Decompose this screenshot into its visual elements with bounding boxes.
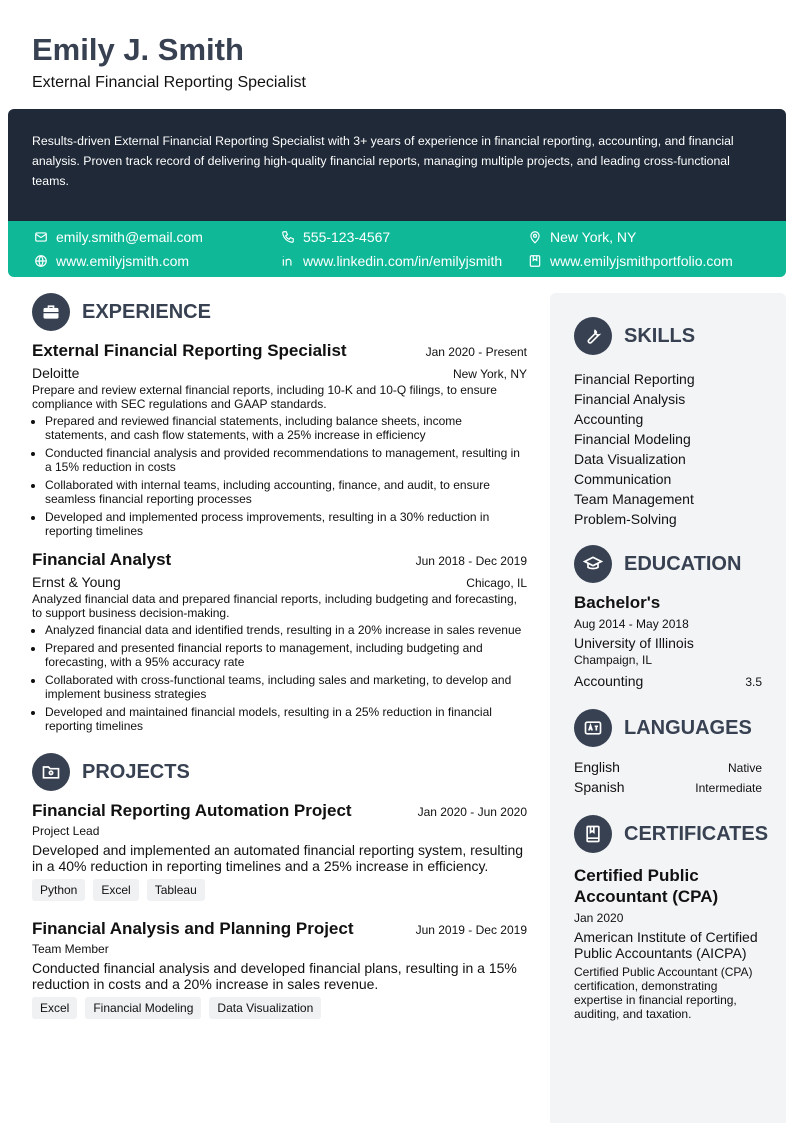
- project-title: Financial Reporting Automation Project: [32, 801, 352, 820]
- graduation-cap-icon: [583, 554, 603, 574]
- skill-item: Financial Analysis: [574, 391, 686, 407]
- certificates-section-header: [574, 815, 769, 853]
- resume-header: [32, 30, 306, 92]
- skills-heading: SKILLS: [624, 324, 696, 347]
- job-bullet: • Developed and maintained financial models, resulting in a 25% reduction in financial reporting timelines: [45, 705, 527, 733]
- phone-icon: [281, 230, 295, 244]
- certificate-issuer: American Institute of Certified Public Accountants (AICPA): [574, 929, 758, 961]
- contact-linkedin[interactable]: [281, 253, 502, 269]
- education-section-header: [574, 545, 762, 583]
- skills-section-header: [574, 317, 762, 355]
- translate-icon: [583, 718, 603, 738]
- wrench-icon-badge: [574, 317, 612, 355]
- skill-item: Financial Modeling: [574, 431, 691, 447]
- folder-icon: [41, 762, 61, 782]
- language-name: English: [574, 759, 620, 775]
- project-entry: [32, 919, 527, 1019]
- summary-text: Results-driven External Financial Reporting Specialist with 3+ years of experience in financial reporting, accounting, and financial analysis. Proven track record of delivering high-quality financial reports, managing multiple projects, and leading cross-functional teams.: [32, 134, 734, 188]
- contact-phone-text: 555-123-4567: [303, 229, 391, 245]
- experience-section-header: [32, 293, 527, 331]
- skills-list: [574, 369, 762, 529]
- folder-icon-badge: [32, 753, 70, 791]
- job-bullet: • Collaborated with cross-functional teams, including sales and marketing, to develop and implement business strategies: [45, 673, 527, 701]
- sidebar: [550, 293, 786, 1123]
- job-date: Jun 2018 - Dec 2019: [415, 554, 527, 568]
- skill-item: Problem-Solving: [574, 511, 677, 527]
- project-description: Conducted financial analysis and developed financial plans, resulting in a 15% reduction in costs and a 20% increase in sales revenue.: [32, 960, 517, 992]
- languages-heading: LANGUAGES: [624, 716, 752, 739]
- job-company: Deloitte: [32, 365, 80, 381]
- experience-heading: EXPERIENCE: [82, 300, 211, 323]
- mail-icon: [34, 230, 48, 244]
- education-gpa: 3.5: [745, 675, 762, 689]
- main-column: [32, 293, 527, 1019]
- contact-bar: [8, 221, 786, 277]
- job-title: Financial Analyst: [32, 550, 172, 569]
- contact-linkedin-text: www.linkedin.com/in/emilyjsmith: [303, 253, 503, 269]
- skill-tag: Tableau: [147, 879, 205, 901]
- languages-list: [574, 757, 762, 797]
- job-bullet: • Prepared and reviewed financial statements, including balance sheets, income statements, and cash flow statements, with a 25% increase in efficiency: [45, 414, 527, 442]
- map-pin-icon: [528, 230, 542, 244]
- contact-email[interactable]: [34, 229, 203, 245]
- contact-email-text: emily.smith@email.com: [56, 229, 203, 245]
- skill-item: Data Visualization: [574, 451, 686, 467]
- contact-location: [528, 229, 636, 245]
- language-name: Spanish: [574, 779, 625, 795]
- job-bullet: • Prepared and presented financial reports to management, including budgeting and forecasting, with a 95% accuracy rate: [45, 641, 527, 669]
- education-date: Aug 2014 - May 2018: [574, 617, 689, 631]
- language-level: Native: [727, 761, 762, 775]
- contact-website[interactable]: [34, 253, 189, 269]
- certificate-entry: [574, 865, 762, 1021]
- job-location: Chicago, IL: [466, 576, 527, 590]
- briefcase-icon-badge: [32, 293, 70, 331]
- language-item: [574, 777, 762, 797]
- skill-item: Team Management: [574, 491, 694, 507]
- education-field: Accounting: [574, 673, 644, 689]
- candidate-name: Emily J. Smith: [32, 32, 244, 67]
- education-degree: Bachelor's: [574, 593, 661, 612]
- education-entry: [574, 593, 762, 691]
- projects-section-header: [32, 753, 527, 791]
- language-level: Intermediate: [695, 781, 762, 795]
- skill-tag: Python: [32, 879, 85, 901]
- project-tags: [32, 879, 527, 901]
- graduation-cap-icon-badge: [574, 545, 612, 583]
- job-description: Analyzed financial data and prepared financial reports, including budgeting and forecasting, to support business decision-making.: [32, 592, 517, 620]
- contact-phone[interactable]: [281, 229, 390, 245]
- project-description: Developed and implemented an automated financial reporting system, resulting in a 40% reduction in reporting timelines and a 25% increase in efficiency.: [32, 842, 524, 874]
- education-school: University of Illinois: [574, 635, 694, 651]
- job-description: Prepare and review external financial reports, including 10-K and 10-Q filings, to ensure compliance with SEC regulations and GAAP standards.: [32, 383, 497, 411]
- skill-item: Financial Reporting: [574, 371, 695, 387]
- job-title: External Financial Reporting Specialist: [32, 341, 347, 360]
- project-role: Project Lead: [32, 824, 100, 838]
- job-bullet: • Analyzed financial data and identified trends, resulting in a 20% increase in sales revenue: [45, 623, 527, 637]
- skill-tag: Excel: [93, 879, 138, 901]
- project-entry: [32, 801, 527, 901]
- job-location: New York, NY: [452, 367, 527, 381]
- skill-tag: Excel: [32, 997, 77, 1019]
- projects-heading: PROJECTS: [82, 760, 190, 783]
- skill-item: Accounting: [574, 411, 644, 427]
- languages-section-header: [574, 709, 762, 747]
- certificates-heading: CERTIFICATES: [624, 822, 769, 845]
- project-date: Jun 2019 - Dec 2019: [415, 923, 527, 937]
- job-bullet: • Collaborated with internal teams, including accounting, finance, and audit, to ensure seamless financial reporting processes: [45, 478, 527, 506]
- contact-location-text: New York, NY: [550, 229, 637, 245]
- project-role: Team Member: [32, 942, 109, 956]
- certificate-name: Certified Public Accountant (CPA): [574, 866, 719, 906]
- candidate-title: External Financial Reporting Specialist: [32, 74, 306, 91]
- contact-portfolio-text: www.emilyjsmithportfolio.com: [550, 253, 733, 269]
- skill-tag: Data Visualization: [209, 997, 321, 1019]
- contact-portfolio[interactable]: [528, 253, 733, 269]
- job-bullet: • Developed and implemented process improvements, resulting in a 30% reduction in reporting timelines: [45, 510, 527, 538]
- portfolio-icon: [528, 254, 542, 268]
- summary-panel: [8, 109, 786, 221]
- wrench-icon: [583, 326, 603, 346]
- job-bullets: [32, 623, 527, 733]
- contact-website-text: www.emilyjsmith.com: [56, 253, 190, 269]
- job-company: Ernst & Young: [32, 574, 121, 590]
- book-icon-badge: [574, 815, 612, 853]
- education-heading: EDUCATION: [624, 552, 742, 575]
- job-entry: [32, 550, 527, 733]
- education-location: Champaign, IL: [574, 653, 653, 667]
- job-bullets: [32, 414, 527, 538]
- certificate-description: Certified Public Accountant (CPA) certification, demonstrating expertise in financial reporting, auditing, and taxation.: [574, 965, 753, 1021]
- translate-icon-badge: [574, 709, 612, 747]
- language-item: [574, 757, 762, 777]
- skill-item: Communication: [574, 471, 672, 487]
- skill-tag: Financial Modeling: [85, 997, 201, 1019]
- project-date: Jan 2020 - Jun 2020: [417, 805, 527, 819]
- job-bullet: • Conducted financial analysis and provided recommendations to management, resulting in a 15% reduction in costs: [45, 446, 527, 474]
- project-title: Financial Analysis and Planning Project: [32, 919, 354, 938]
- project-tags: [32, 997, 527, 1019]
- linkedin-icon: [281, 254, 295, 268]
- job-entry: [32, 341, 527, 538]
- job-date: Jan 2020 - Present: [425, 345, 527, 359]
- globe-icon: [34, 254, 48, 268]
- briefcase-icon: [41, 302, 61, 322]
- certificate-date: Jan 2020: [574, 911, 624, 925]
- book-icon: [583, 824, 603, 844]
